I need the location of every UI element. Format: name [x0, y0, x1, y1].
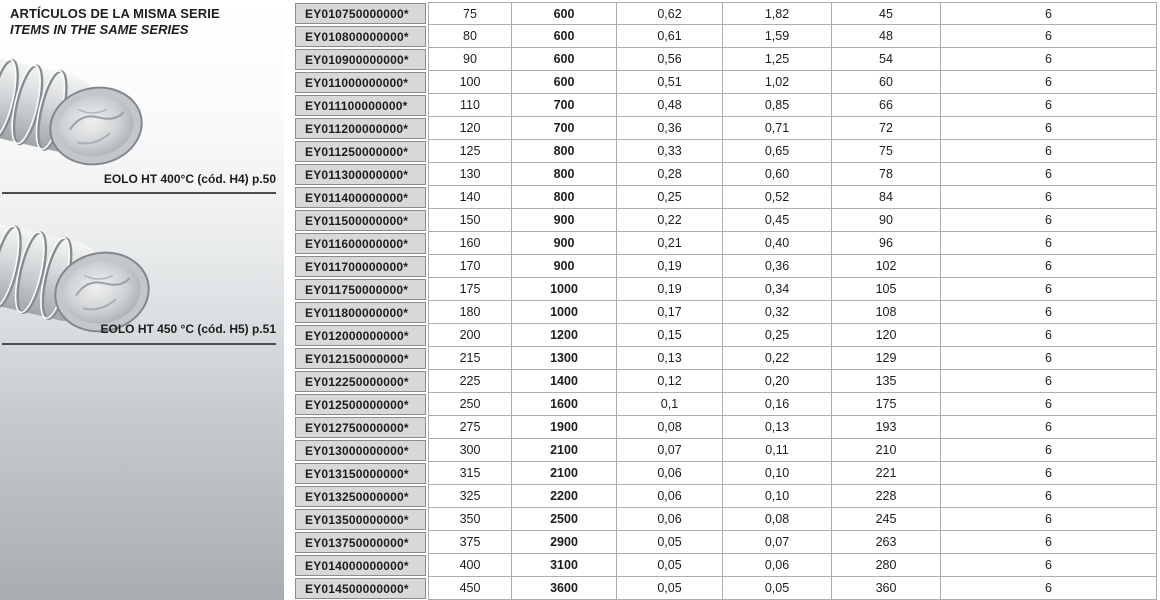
product-code: EY014000000000* [295, 555, 426, 576]
product-code-cell [295, 209, 428, 232]
table-cell: 0,06 [617, 485, 723, 508]
table-cell: 0,05 [617, 554, 723, 577]
table-cell: 600 [512, 2, 617, 25]
table-cell: 1000 [512, 301, 617, 324]
product-code: EY014500000000* [295, 578, 426, 599]
table-cell: 90 [428, 48, 512, 71]
table-cell: 0,56 [617, 48, 723, 71]
table-cell: 6 [941, 25, 1157, 48]
table-cell: 0,40 [723, 232, 832, 255]
table-cell: 6 [941, 140, 1157, 163]
table-cell: 0,12 [617, 370, 723, 393]
table-cell: 0,85 [723, 94, 832, 117]
table-cell: 0,45 [723, 209, 832, 232]
product-code: EY011500000000* [295, 210, 426, 231]
table-cell: 450 [428, 577, 512, 600]
table-cell: 2100 [512, 439, 617, 462]
table-cell: 140 [428, 186, 512, 209]
table-cell: 75 [428, 2, 512, 25]
table-cell: 130 [428, 163, 512, 186]
product-code-cell [295, 324, 428, 347]
table-cell: 2200 [512, 485, 617, 508]
table-cell: 170 [428, 255, 512, 278]
product-code: EY013250000000* [295, 486, 426, 507]
table-cell: 600 [512, 48, 617, 71]
product-code: EY012150000000* [295, 348, 426, 369]
table-cell: 700 [512, 94, 617, 117]
table-cell: 6 [941, 301, 1157, 324]
table-cell: 225 [428, 370, 512, 393]
table-cell: 263 [832, 531, 941, 554]
table-cell: 0,05 [617, 577, 723, 600]
product-code: EY013000000000* [295, 440, 426, 461]
table-cell: 0,17 [617, 301, 723, 324]
table-cell: 175 [832, 393, 941, 416]
table-cell: 300 [428, 439, 512, 462]
table-cell: 350 [428, 508, 512, 531]
table-cell: 6 [941, 554, 1157, 577]
table-cell: 125 [428, 140, 512, 163]
table-cell: 6 [941, 393, 1157, 416]
table-cell: 0,10 [723, 462, 832, 485]
product-code-cell [295, 554, 428, 577]
product-caption-eolo-ht-450: EOLO HT 450 °C (cód. H5) p.51 [100, 322, 276, 336]
table-cell: 6 [941, 462, 1157, 485]
product-code: EY011600000000* [295, 233, 426, 254]
sidebar-title-es: ARTÍCULOS DE LA MISMA SERIE [10, 6, 220, 21]
table-cell: 120 [832, 324, 941, 347]
table-cell: 0,21 [617, 232, 723, 255]
table-cell: 102 [832, 255, 941, 278]
table-cell: 6 [941, 347, 1157, 370]
table-cell: 325 [428, 485, 512, 508]
table-cell: 6 [941, 485, 1157, 508]
table-cell: 1,25 [723, 48, 832, 71]
table-cell: 100 [428, 71, 512, 94]
table-cell: 6 [941, 278, 1157, 301]
table-cell: 0,19 [617, 255, 723, 278]
related-items-sidebar [0, 0, 284, 600]
table-cell: 0,60 [723, 163, 832, 186]
series-table [295, 2, 1157, 600]
table-cell: 0,62 [617, 2, 723, 25]
table-cell: 6 [941, 577, 1157, 600]
product-code: EY013150000000* [295, 463, 426, 484]
table-cell: 193 [832, 416, 941, 439]
table-cell: 2500 [512, 508, 617, 531]
table-cell: 1,02 [723, 71, 832, 94]
table-cell: 600 [512, 71, 617, 94]
table-cell: 66 [832, 94, 941, 117]
table-cell: 0,22 [723, 347, 832, 370]
product-code-cell [295, 393, 428, 416]
table-cell: 0,19 [617, 278, 723, 301]
product-code: EY011800000000* [295, 302, 426, 323]
table-cell: 129 [832, 347, 941, 370]
table-cell: 6 [941, 531, 1157, 554]
table-cell: 0,08 [723, 508, 832, 531]
table-cell: 110 [428, 94, 512, 117]
product-code: EY011250000000* [295, 141, 426, 162]
table-cell: 0,36 [723, 255, 832, 278]
product-code-cell [295, 347, 428, 370]
table-cell: 900 [512, 255, 617, 278]
table-cell: 6 [941, 232, 1157, 255]
table-cell: 72 [832, 117, 941, 140]
product-code: EY012000000000* [295, 325, 426, 346]
table-cell: 2900 [512, 531, 617, 554]
table-cell: 6 [941, 209, 1157, 232]
table-cell: 245 [832, 508, 941, 531]
table-cell: 275 [428, 416, 512, 439]
product-code-cell [295, 531, 428, 554]
product-code-cell [295, 25, 428, 48]
table-cell: 6 [941, 71, 1157, 94]
table-cell: 0,06 [617, 508, 723, 531]
table-cell: 0,34 [723, 278, 832, 301]
table-cell: 0,06 [617, 462, 723, 485]
product-code-cell [295, 2, 428, 25]
table-cell: 210 [832, 439, 941, 462]
product-code-cell [295, 301, 428, 324]
product-code-cell [295, 485, 428, 508]
table-cell: 280 [832, 554, 941, 577]
table-cell: 900 [512, 209, 617, 232]
table-cell: 108 [832, 301, 941, 324]
table-cell: 6 [941, 508, 1157, 531]
table-cell: 96 [832, 232, 941, 255]
product-code: EY013500000000* [295, 509, 426, 530]
table-cell: 0,1 [617, 393, 723, 416]
table-cell: 1,82 [723, 2, 832, 25]
table-cell: 1,59 [723, 25, 832, 48]
product-code-cell [295, 462, 428, 485]
product-code: EY011200000000* [295, 118, 426, 139]
table-cell: 0,05 [723, 577, 832, 600]
table-cell: 6 [941, 370, 1157, 393]
product-code: EY011300000000* [295, 164, 426, 185]
table-cell: 1400 [512, 370, 617, 393]
product-code-cell [295, 232, 428, 255]
table-cell: 0,28 [617, 163, 723, 186]
table-cell: 0,20 [723, 370, 832, 393]
table-cell: 90 [832, 209, 941, 232]
table-cell: 800 [512, 186, 617, 209]
product-code: EY012500000000* [295, 394, 426, 415]
table-cell: 0,07 [617, 439, 723, 462]
product-code-cell [295, 577, 428, 600]
table-cell: 45 [832, 2, 941, 25]
hose-photo-eolo-ht-400 [0, 44, 152, 170]
product-code: EY011400000000* [295, 187, 426, 208]
table-cell: 600 [512, 25, 617, 48]
table-cell: 0,25 [723, 324, 832, 347]
table-cell: 48 [832, 25, 941, 48]
product-code-cell [295, 140, 428, 163]
product-code-cell [295, 508, 428, 531]
table-cell: 75 [832, 140, 941, 163]
product-code-cell [295, 94, 428, 117]
table-cell: 0,13 [723, 416, 832, 439]
table-cell: 250 [428, 393, 512, 416]
table-cell: 54 [832, 48, 941, 71]
table-cell: 0,25 [617, 186, 723, 209]
table-cell: 6 [941, 255, 1157, 278]
table-cell: 175 [428, 278, 512, 301]
divider [2, 343, 276, 345]
table-cell: 6 [941, 2, 1157, 25]
table-cell: 180 [428, 301, 512, 324]
product-caption-eolo-ht-400: EOLO HT 400°C (cód. H4) p.50 [103, 172, 276, 186]
table-cell: 0,06 [723, 554, 832, 577]
table-cell: 80 [428, 25, 512, 48]
product-code-cell [295, 278, 428, 301]
table-cell: 200 [428, 324, 512, 347]
table-cell: 400 [428, 554, 512, 577]
product-code-cell [295, 416, 428, 439]
product-code: EY011700000000* [295, 256, 426, 277]
table-cell: 3600 [512, 577, 617, 600]
table-cell: 0,07 [723, 531, 832, 554]
table-cell: 215 [428, 347, 512, 370]
table-cell: 6 [941, 94, 1157, 117]
product-code: EY012250000000* [295, 371, 426, 392]
product-code: EY011000000000* [295, 72, 426, 93]
product-code: EY011750000000* [295, 279, 426, 300]
table-cell: 0,52 [723, 186, 832, 209]
product-code: EY013750000000* [295, 532, 426, 553]
table-cell: 0,65 [723, 140, 832, 163]
table-cell: 360 [832, 577, 941, 600]
table-cell: 1000 [512, 278, 617, 301]
product-code: EY010800000000* [295, 26, 426, 47]
table-cell: 800 [512, 163, 617, 186]
product-code: EY012750000000* [295, 417, 426, 438]
table-cell: 120 [428, 117, 512, 140]
table-cell: 3100 [512, 554, 617, 577]
product-code: EY010750000000* [295, 3, 426, 24]
table-cell: 0,22 [617, 209, 723, 232]
table-cell: 6 [941, 117, 1157, 140]
hose-photo-eolo-ht-450 [0, 208, 160, 336]
table-cell: 0,10 [723, 485, 832, 508]
table-cell: 0,05 [617, 531, 723, 554]
table-cell: 6 [941, 48, 1157, 71]
table-cell: 2100 [512, 462, 617, 485]
table-cell: 221 [832, 462, 941, 485]
product-code-cell [295, 117, 428, 140]
table-cell: 105 [832, 278, 941, 301]
table-cell: 0,61 [617, 25, 723, 48]
product-code-cell [295, 439, 428, 462]
table-cell: 900 [512, 232, 617, 255]
product-code: EY010900000000* [295, 49, 426, 70]
table-cell: 1200 [512, 324, 617, 347]
table-cell: 0,08 [617, 416, 723, 439]
product-code-cell [295, 370, 428, 393]
table-cell: 0,33 [617, 140, 723, 163]
table-cell: 6 [941, 324, 1157, 347]
table-cell: 78 [832, 163, 941, 186]
divider [2, 192, 276, 194]
table-cell: 0,16 [723, 393, 832, 416]
table-cell: 6 [941, 186, 1157, 209]
table-cell: 1300 [512, 347, 617, 370]
product-code-cell [295, 163, 428, 186]
table-cell: 0,15 [617, 324, 723, 347]
table-cell: 800 [512, 140, 617, 163]
sidebar-title-en: ITEMS IN THE SAME SERIES [10, 22, 189, 37]
table-cell: 60 [832, 71, 941, 94]
table-cell: 0,51 [617, 71, 723, 94]
table-cell: 160 [428, 232, 512, 255]
table-cell: 0,48 [617, 94, 723, 117]
table-cell: 375 [428, 531, 512, 554]
table-cell: 0,11 [723, 439, 832, 462]
table-cell: 150 [428, 209, 512, 232]
table-cell: 6 [941, 439, 1157, 462]
table-cell: 0,32 [723, 301, 832, 324]
table-cell: 315 [428, 462, 512, 485]
product-code: EY011100000000* [295, 95, 426, 116]
table-cell: 228 [832, 485, 941, 508]
table-cell: 6 [941, 416, 1157, 439]
table-cell: 135 [832, 370, 941, 393]
table-cell: 1600 [512, 393, 617, 416]
table-cell: 1900 [512, 416, 617, 439]
table-cell: 700 [512, 117, 617, 140]
table-cell: 0,71 [723, 117, 832, 140]
product-code-cell [295, 255, 428, 278]
product-code-cell [295, 71, 428, 94]
product-code-cell [295, 186, 428, 209]
product-code-cell [295, 48, 428, 71]
table-cell: 0,36 [617, 117, 723, 140]
table-cell: 6 [941, 163, 1157, 186]
table-cell: 0,13 [617, 347, 723, 370]
table-cell: 84 [832, 186, 941, 209]
